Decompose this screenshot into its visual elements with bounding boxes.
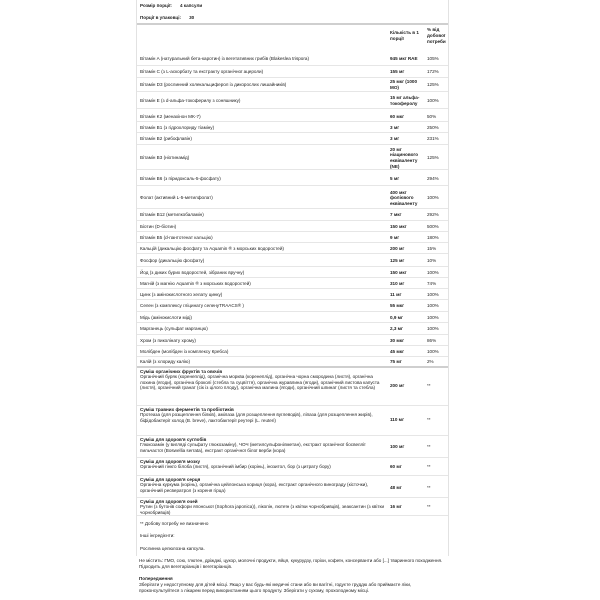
nutrient-name: Вітамін B6 (з піридоксаль-5-фосфату) xyxy=(140,176,221,182)
nutrient-row xyxy=(137,112,448,122)
blend-amount: 48 мг xyxy=(390,485,402,490)
nutrient-amount: 45 мкг xyxy=(390,348,404,354)
nutrient-name: Вітамін K2 (менахінон MK-7) xyxy=(140,113,201,119)
nutrient-row xyxy=(137,268,448,278)
nutrient-row xyxy=(137,357,448,368)
nutrient-name: Вітамін B5 (d-пантотенат кальцію) xyxy=(140,234,213,240)
blend-description xyxy=(140,477,385,493)
blend-ingredients: Органічна куркума (корінь), органічна цейлонська кориця (кора), екстракт органічного винограду (кісточки), органічний ресвератрол (з кореня гірца) xyxy=(140,482,369,493)
nutrient-row xyxy=(137,52,448,66)
nutrient-name: Вітамін B1 (з гідрохлориду тіаміну) xyxy=(140,124,215,130)
nutrient-row xyxy=(137,313,448,323)
nutrient-dv: 172% xyxy=(427,69,439,75)
nutrient-row xyxy=(137,336,448,346)
nutrient-amount: 3 мг xyxy=(390,136,400,142)
nutrient-dv: 100% xyxy=(427,269,439,275)
nutrient-dv: 100% xyxy=(427,195,439,201)
blend-dv: ** xyxy=(427,383,431,388)
nutrient-dv: 100% xyxy=(427,348,439,354)
blend-description xyxy=(140,407,385,423)
other-ingredients-label: Інші інгредієнти: xyxy=(140,533,175,538)
nutrient-amount: 155 мг xyxy=(390,69,405,75)
blend-description xyxy=(140,369,385,391)
blend-ingredients: Протеаза (для розщеплення білків), амілаза (для розщеплення вуглеводів), ліпаза (для розщеплення жирів), біфідобактерії холод (B. breve), лактобактерії реутері (L. reuteri) xyxy=(140,412,373,423)
nutrient-dv: 125% xyxy=(427,82,439,88)
footnote: ** Добову потребу не визначено xyxy=(140,521,209,526)
blend-dv: ** xyxy=(427,464,431,469)
nutrient-amount: 200 мг xyxy=(390,245,405,251)
nutrient-name: Хром (з пиколінату хрому) xyxy=(140,337,196,343)
blend-title: Суміш органічних фруктів та овочів xyxy=(140,369,223,374)
nutrient-row xyxy=(137,233,448,243)
nutrient-row xyxy=(137,244,448,254)
nutrient-name: Вітамін B3 (ніотинамід) xyxy=(140,155,190,161)
facts-table xyxy=(136,0,449,556)
nutrient-dv: 125% xyxy=(427,155,439,161)
nutrient-name: Фолат (активний L-5-метилфолат) xyxy=(140,195,213,201)
nutrient-amount: 0,9 мг xyxy=(390,314,403,320)
nutrient-name: Молібден (молібден із комплексу Кребса) xyxy=(140,348,229,354)
nutrient-amount: 30 мкг xyxy=(390,337,404,343)
nutrient-dv: 100% xyxy=(427,326,439,332)
nutrient-dv: 74% xyxy=(427,280,437,286)
serving-size-label: Розмір порції: xyxy=(140,3,172,9)
nutrient-dv: 100% xyxy=(427,314,439,320)
nutrient-row xyxy=(137,188,448,209)
blend-title: Суміш для здоров'я очей xyxy=(140,499,198,504)
blend-dv: ** xyxy=(427,504,431,509)
nutrient-row xyxy=(137,123,448,133)
nutrient-row xyxy=(137,210,448,221)
nutrient-name: Марганець (сульфат марганцю) xyxy=(140,326,208,332)
nutrient-amount: 11 мг xyxy=(390,291,402,297)
nutrient-name: Вітамін C (з L-аскорбату та екстракту органічної ацероли) xyxy=(140,69,264,75)
nutrient-amount: 2,3 мг xyxy=(390,326,403,332)
nutrient-name: Калій (з хлориду калію) xyxy=(140,358,190,364)
blend-title: Суміш для здоров'я серця xyxy=(140,477,201,482)
blend-amount: 16 мг xyxy=(390,504,402,509)
nutrient-dv: 100% xyxy=(427,97,439,103)
nutrient-name: Селен (з комплексу гліцинату селенуTRAACS® ) xyxy=(140,303,244,309)
blend-row xyxy=(137,437,448,458)
nutrient-dv: 50% xyxy=(427,113,437,119)
nutrient-dv: 294% xyxy=(427,176,439,182)
servings-label: Порції в упаковці: xyxy=(140,15,182,20)
nutrient-name: Біотин (D-біотин) xyxy=(140,223,177,229)
nutrient-row xyxy=(137,324,448,335)
nutrient-amount: 125 мг xyxy=(390,258,405,264)
nutrient-amount: 945 мкг RAE xyxy=(390,55,418,61)
nutrient-amount: 310 мг xyxy=(390,280,405,286)
nutrient-name: Цинк (з амінокислотного хелату цинку) xyxy=(140,291,223,297)
blend-amount: 100 мг xyxy=(390,444,405,449)
nutrient-dv: 2% xyxy=(427,358,434,364)
nutrient-row xyxy=(137,93,448,109)
nutrient-name: Вітамін E (з d-альфа-токоферилу з соняшнику) xyxy=(140,97,241,103)
blend-row xyxy=(137,369,448,406)
blend-amount: 60 мг xyxy=(390,464,402,469)
nutrient-dv: 15% xyxy=(427,245,437,251)
blend-amount: 200 мг xyxy=(390,383,405,388)
nutrient-row xyxy=(137,222,448,232)
nutrient-amount: 55 мкг xyxy=(390,303,404,309)
warning-label: Попередження xyxy=(139,576,173,581)
nutrient-amount: 15 мг альфа-токоферолу xyxy=(390,94,420,106)
blend-row xyxy=(137,499,448,516)
nutrient-amount: 3 мг xyxy=(390,124,400,130)
amount-column-header: Кількість в 1 порції xyxy=(390,30,419,41)
nutrient-dv: 10% xyxy=(427,258,437,264)
nutrient-amount: 7 мкг xyxy=(390,212,402,218)
nutrient-row xyxy=(137,301,448,312)
nutrient-amount: 150 мкг xyxy=(390,223,407,229)
nutrient-dv: 100% xyxy=(427,291,439,297)
blend-title: Суміш для здоров'я мозку xyxy=(140,459,201,464)
nutrient-name: Йод (з диких бурих водоростей, зібраних вручну) xyxy=(140,269,245,275)
nutrient-row xyxy=(137,147,448,170)
nutrient-row xyxy=(137,279,448,289)
nutrient-dv: 180% xyxy=(427,234,439,240)
nutrient-amount: 25 мкг (1000 МО) xyxy=(390,79,418,90)
nutrient-row xyxy=(137,290,448,300)
blend-title: Суміш травних ферментів та пробіотиків xyxy=(140,407,234,412)
blend-ingredients: Органічний буряк (коренеплід), органічна морква (коренеплід), органічна чорна смородина (листя), органічна лохина (ягоди), органічна броколі (стебла та суцвіття), органічна журавлина (ягоди), органічний листова капуста (листя), органічний гранат (сік із цілого плоду), органічна малина (ягоди), органічний шпинат (листя та стебла) xyxy=(140,374,380,391)
blend-row xyxy=(137,477,448,498)
nutrient-amount: 60 мкг xyxy=(390,113,404,119)
blend-description xyxy=(140,499,385,515)
nutrient-amount: 75 мг xyxy=(390,358,402,364)
nutrient-name: Мідь (амінокислоти міді) xyxy=(140,314,192,320)
warning-text: Зберігати у недоступному для дітей місці. Якщо у вас будь-які медичні стани або ви вагітні, годуєте груддю або приймаєте ліки, проконсультуйтеся з лікарем перед використанням цього продукту. Зберігати у сухому, прохолодному місці. xyxy=(139,582,412,593)
blend-amount: 110 мг xyxy=(390,417,404,422)
nutrient-name: Кальцій (дикальцію фосфату та Aquamin ® з морських водоростей) xyxy=(140,245,284,251)
nutrient-dv: 500% xyxy=(427,223,439,229)
nutrient-amount: 400 мкг фолієвого еквіваленту xyxy=(390,189,418,206)
nutrient-row xyxy=(137,79,448,92)
blend-description xyxy=(140,437,385,453)
nutrient-dv: 292% xyxy=(427,212,439,218)
blend-ingredients: Органічний гінкго білоба (листя), органічний імбир (корінь), інозитол, бор (з цитрату бору) xyxy=(140,464,331,470)
nutrient-name: Фосфор (дикальцію фосфату) xyxy=(140,258,205,264)
nutrient-row xyxy=(137,134,448,145)
nutrient-name: Магній (з магнію Aquamin ® з морських водоростей) xyxy=(140,280,251,286)
blend-title: Суміш для здоров'я суглобів xyxy=(140,437,207,442)
nutrient-name: Вітамін A (натуральний бета-каротин) із вегетативних грибів (Blakeslea trispora) xyxy=(140,55,309,61)
nutrient-amount: 5 мг xyxy=(390,176,400,182)
nutrient-dv: 231% xyxy=(427,136,439,142)
nutrient-name: Вітамін B12 (метилкобаламін) xyxy=(140,212,204,218)
blend-ingredients: Глюкозамін (у вигляді сульфату глюкозаміну), ЧОЧ (метилсульфонілметан), екстракт органічної босвеллії пильчастої (Boswellia serrata), екстракт органічної білої верби (кора) xyxy=(140,442,366,453)
nutrient-amount: 150 мкг xyxy=(390,269,407,275)
dv-column-header: % від добової потреби xyxy=(427,27,446,44)
blend-ingredients: Рутин (з бутонів софори японської (Sophora japonica)), лікопін, лютеїн (з квітки чорнобривців), зеаксантин (з квітки чорнобривців) xyxy=(140,504,385,515)
blend-row xyxy=(137,407,448,436)
blend-dv: ** xyxy=(427,444,431,449)
blend-dv: ** xyxy=(427,485,431,490)
serving-size-value: 4 капсули xyxy=(179,3,203,9)
blend-row xyxy=(137,459,448,476)
nutrient-amount: 20 мг ніацинового еквіваленту (NE) xyxy=(390,146,419,169)
nutrient-row xyxy=(137,347,448,357)
blend-dv: ** xyxy=(427,417,431,422)
blend-description xyxy=(140,459,385,470)
nutrient-name: Вітамін B2 (рибофлавін) xyxy=(140,136,192,142)
nutrient-amount: 9 мг xyxy=(390,234,400,240)
servings-row xyxy=(137,15,448,25)
nutrient-row xyxy=(137,256,448,267)
nutrient-dv: 105% xyxy=(427,55,439,61)
free-from-text: Не містить: ГМО, сою, глютен, дріжджі, цукор, молочні продукти, яйця, кукурудзу, горіхи, кофеїн, консерванти або [...] тваринного походження. Підходить для вегетаріанців і вегетаріанців. xyxy=(139,558,443,569)
nutrient-row xyxy=(137,173,448,186)
nutrient-name: Вітамін D3 (рослинний холекальциферол із дикорослих лишайників) xyxy=(140,82,287,88)
nutrient-dv: 86% xyxy=(427,337,437,343)
nutrient-row xyxy=(137,67,448,78)
other-ingredients-text: Рослинна целюлозна капсула. xyxy=(140,546,205,551)
nutrient-dv: 100% xyxy=(427,303,439,309)
nutrient-dv: 250% xyxy=(427,124,439,130)
servings-value: 30 xyxy=(189,15,195,20)
